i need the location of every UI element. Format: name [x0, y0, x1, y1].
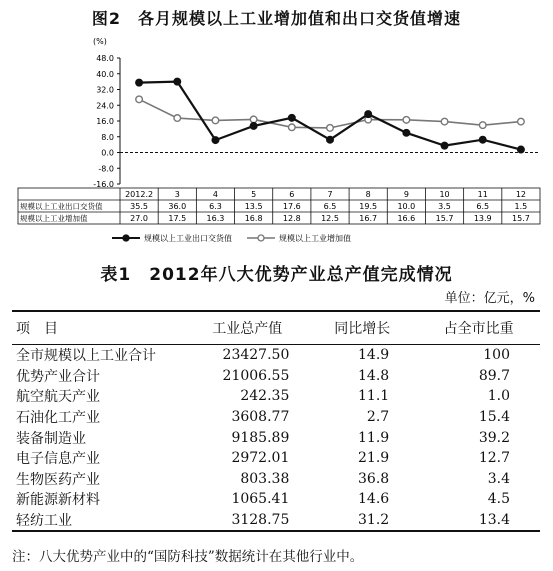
legend-label: 规模以上工业出口交货值 [144, 234, 232, 243]
data-point [212, 117, 219, 124]
data-point [365, 111, 372, 118]
data-label: 16.6 [397, 214, 416, 223]
row-share: 12.7 [478, 450, 510, 467]
line-chart [0, 30, 553, 255]
table-unit: 单位：亿元，% [444, 291, 535, 306]
data-label: 13.9 [473, 214, 492, 223]
row-item: 电子信息产业 [16, 451, 100, 468]
data-point [403, 117, 410, 124]
table-header-row [12, 311, 540, 345]
row-growth: 21.9 [358, 450, 390, 467]
y-tick-label: 40.0 [96, 69, 114, 79]
row-item: 装备制造业 [16, 430, 86, 447]
data-point [441, 142, 448, 149]
table-row [12, 386, 540, 407]
y-tick-label: 16.0 [96, 117, 114, 126]
data-label: 15.7 [512, 214, 530, 223]
data-label: 10.0 [397, 202, 416, 211]
x-tick-label: 7 [327, 190, 333, 199]
data-point [250, 123, 257, 130]
data-label: 1.5 [514, 202, 528, 211]
x-tick-label: 9 [403, 190, 409, 199]
row-share: 4.5 [487, 491, 510, 508]
x-tick-label: 11 [477, 190, 488, 199]
data-point [136, 96, 143, 103]
data-label: 6.3 [209, 202, 222, 211]
y-unit-label: (%) [93, 37, 107, 46]
table-note: 注：八大优势产业中的“国防科技”数据统计在其他行业中。 [12, 549, 364, 565]
row-growth: 2.7 [366, 409, 390, 426]
row-output: 23427.50 [222, 347, 290, 364]
row-growth: 11.1 [358, 388, 390, 405]
data-label: 27.0 [130, 214, 148, 223]
row-output: 3608.77 [231, 409, 290, 426]
legend-label: 规模以上工业增加值 [279, 234, 351, 243]
row-growth: 14.6 [358, 491, 390, 508]
x-tick-label: 4 [212, 190, 219, 199]
x-tick-label: 12 [515, 190, 527, 199]
row-item: 优势产业合计 [16, 368, 100, 385]
row-item: 生物医药产业 [16, 471, 100, 488]
data-point [212, 137, 219, 144]
header-growth: 同比增长 [307, 311, 417, 345]
row-output: 242.35 [240, 388, 290, 405]
x-tick-label: 5 [251, 190, 257, 199]
table-row [12, 469, 540, 490]
row-output: 21006.55 [222, 367, 290, 384]
header-share: 占全市比重 [417, 311, 540, 345]
data-point [136, 79, 143, 86]
row-share: 13.4 [417, 510, 540, 532]
y-tick-label: 0.0 [101, 148, 114, 158]
row-growth: 36.8 [358, 470, 390, 487]
data-label: 16.7 [359, 214, 378, 223]
table-row [12, 448, 540, 469]
data-point [479, 122, 486, 129]
table-row [12, 489, 540, 510]
row-share: 1.0 [487, 388, 510, 405]
row-growth: 31.2 [307, 510, 417, 532]
data-point [289, 124, 296, 131]
row-share: 3.4 [487, 470, 510, 487]
header-output: 工业总产值 [187, 311, 307, 345]
data-point [174, 78, 181, 85]
data-table-series-label: 规模以上工业增加值 [20, 214, 88, 223]
table-title: 表1 2012年八大优势产业总产值完成情况 [100, 265, 453, 285]
y-tick-label: 48.0 [96, 54, 114, 63]
data-label: 17.5 [168, 214, 187, 223]
table-row [12, 427, 540, 448]
data-point [518, 146, 525, 153]
y-tick-label: -16.0 [93, 180, 114, 189]
x-tick-label: 8 [365, 190, 371, 199]
data-point [403, 130, 410, 137]
row-output: 803.38 [240, 470, 290, 487]
data-point [479, 136, 486, 143]
row-growth: 14.9 [358, 347, 390, 364]
table-row [12, 407, 540, 428]
legend-marker [258, 235, 264, 241]
data-label: 36.0 [168, 202, 187, 211]
data-point [441, 118, 448, 125]
row-output: 9185.89 [231, 429, 290, 446]
data-label: 16.8 [244, 214, 263, 223]
data-label: 19.5 [359, 202, 378, 211]
figure-title: 图2 各月规模以上工业增加值和出口交货值增速 [91, 9, 462, 28]
data-label: 16.3 [206, 214, 225, 223]
table-row [12, 345, 540, 366]
row-share: 39.2 [478, 429, 510, 446]
table-row [12, 510, 540, 532]
y-tick-label: 8.0 [101, 132, 114, 142]
data-label: 12.5 [321, 214, 339, 223]
data-label: 13.5 [244, 202, 263, 211]
row-item: 石油化工产业 [16, 410, 100, 427]
industry-table [12, 310, 540, 532]
row-output: 1065.41 [231, 491, 290, 508]
data-label: 15.7 [435, 214, 454, 223]
series-line [139, 99, 521, 128]
data-point [327, 125, 334, 132]
row-item: 新能源新材料 [16, 492, 100, 509]
x-tick-label: 10 [439, 190, 450, 199]
row-share: 89.7 [478, 367, 510, 384]
data-label: 12.8 [282, 214, 301, 223]
row-share: 15.4 [478, 409, 510, 426]
table-row [12, 366, 540, 387]
data-label: 17.6 [282, 202, 301, 211]
legend-marker [123, 235, 129, 241]
row-item: 轻纺工业 [12, 510, 187, 532]
data-label: 6.5 [476, 202, 490, 211]
data-table-series-label: 规模以上工业出口交货值 [20, 202, 103, 211]
y-tick-label: -8.0 [98, 164, 114, 174]
data-point [250, 116, 257, 123]
y-tick-label: 32.0 [96, 85, 114, 95]
row-item: 全市规模以上工业合计 [16, 348, 156, 365]
row-share: 100 [483, 347, 510, 364]
x-tick-label: 2012.2 [125, 190, 154, 199]
row-growth: 11.9 [358, 429, 390, 446]
row-item: 航空航天产业 [16, 389, 100, 406]
row-growth: 14.8 [358, 367, 390, 384]
data-point [327, 136, 334, 143]
data-point [174, 115, 181, 122]
data-point [289, 115, 296, 122]
x-tick-label: 6 [289, 190, 295, 199]
data-label: 6.5 [323, 202, 337, 211]
y-tick-label: 24.0 [96, 101, 114, 111]
row-output: 2972.01 [231, 450, 290, 467]
data-label: 35.5 [130, 202, 148, 211]
data-label: 3.5 [438, 202, 451, 211]
x-tick-label: 3 [174, 190, 180, 199]
header-item: 项 目 [12, 311, 187, 345]
data-point [518, 118, 525, 125]
row-output: 3128.75 [187, 510, 307, 532]
